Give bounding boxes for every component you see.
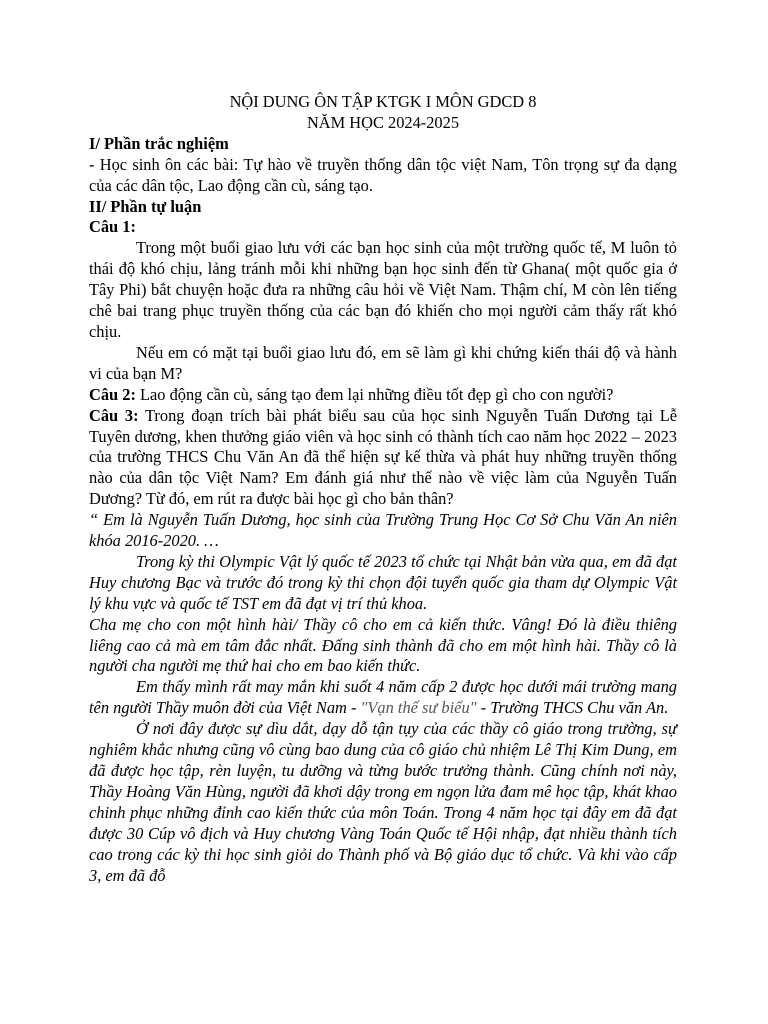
document-page bbox=[89, 92, 677, 886]
question-1-scenario: Trong một buổi giao lưu với các bạn học sinh của một trường quốc tế, M luôn tỏ thái độ khó chịu, lảng tránh mỗi khi những bạn học sinh đến từ Ghana( một quốc gia ở Tây Phi) bắt chuyện hoặc đưa ra những câu hỏi về Việt Nam. Thậm chí, M còn lên tiếng chê bai trang phục truyền thống của các bạn đó khiến cho mọi người cảm thấy rất khó chịu. bbox=[89, 238, 677, 341]
quote-paragraph-3-a: Em thấy mình rất may mắn khi suốt 4 năm cấp 2 được học dưới mái trường mang tên người Thầy muôn đời của Việt Nam - bbox=[89, 677, 677, 718]
question-1-prompt: Nếu em có mặt tại buổi giao lưu đó, em sẽ làm gì khi chứng kiến thái độ và hành vi của bạn M? bbox=[89, 342, 677, 383]
question-2-label: Câu 2: bbox=[89, 384, 136, 404]
section-1-heading: I/ Phần trắc nghiệm bbox=[89, 133, 229, 153]
question-3 bbox=[89, 406, 677, 511]
question-1-label: Câu 1: bbox=[89, 217, 136, 237]
quote-opening: “ Em là Nguyễn Tuấn Dương, học sinh của Trường Trung Học Cơ Sở Chu Văn An niên khóa 2016-2020. … bbox=[89, 510, 677, 551]
question-2 bbox=[89, 385, 677, 406]
question-3-label: Câu 3: bbox=[89, 405, 139, 425]
school-year: NĂM HỌC 2024-2025 bbox=[306, 112, 460, 132]
document-title: NỘI DUNG ÔN TẬP KTGK I MÔN GDCD 8 bbox=[229, 92, 537, 111]
quote-paragraph-3-c: - Trường THCS Chu văn An. bbox=[476, 698, 669, 718]
question-2-text: Lao động cần cù, sáng tạo đem lại những điều tốt đẹp gì cho con người? bbox=[135, 384, 614, 404]
section-1-text: - Học sinh ôn các bài: Tự hào về truyền thống dân tộc việt Nam, Tôn trọng sự đa dạng của các dân tộc, Lao động cần cù, sáng tạo. bbox=[89, 154, 677, 195]
quote-paragraph-4: Ở nơi đây được sự dìu dắt, dạy dỗ tận tụy của các thầy cô giáo trong trường, sự nghiêm khắc nhưng cũng vô cùng bao dung của cô giáo chủ nhiệm Lê Thị Kim Dung, em đã được học tập, rèn luyện, tu dưỡng và từng bước trưởng thành. Cũng chính nơi này, Thầy Hoàng Văn Hùng, người đã khơi dậy trong em ngọn lửa đam mê học tập, khát khao chinh phục những đỉnh cao kiến thức của môn Toán. Trong 4 năm học tại đây em đã đạt được 30 Cúp vô địch và Huy chương Vàng Toán Quốc tế Hội nhập, đạt nhiều thành tích cao trong các kỳ thi học sinh giỏi do Thành phố và Bộ giáo dục tổ chức. Và khi vào cấp 3, em đã đỗ bbox=[89, 719, 677, 885]
question-3-text: Trong đoạn trích bài phát biểu sau của học sinh Nguyễn Tuấn Dương tại Lễ Tuyên dương, khen thưởng giáo viên và học sinh có thành tích cao năm học 2022 – 2023 của trường THCS Chu Văn An đã thể hiện sự kế thừa và phát huy những truyền thống nào của dân tộc Việt Nam? Em đánh giá như thế nào về việc làm của Nguyễn Tuấn Dương? Từ đó, em rút ra được bài học gì cho bản thân? bbox=[89, 405, 677, 509]
quote-van-the-su-bieu: "Vạn thế sư biểu" bbox=[360, 698, 477, 718]
section-2-heading: II/ Phần tự luận bbox=[89, 196, 202, 216]
quote-paragraph-3 bbox=[89, 677, 677, 719]
quote-paragraph-1: Trong kỳ thi Olympic Vật lý quốc tế 2023 tổ chức tại Nhật bản vừa qua, em đã đạt Huy chương Bạc và trước đó trong kỳ thi chọn đội tuyển quốc gia tham dự Olympic Vật lý khu vực và quốc tế TST em đã đạt vị trí thủ khoa. bbox=[89, 551, 677, 613]
quote-paragraph-2: Cha mẹ cho con một hình hài/ Thầy cô cho em cả kiến thức. Vâng! Đó là điều thiêng liêng cao cả mà em tâm đắc nhất. Đấng sinh thành đã cho em một hình hài. Thầy cô là người cha người mẹ thứ hai cho em bao kiến thức. bbox=[89, 614, 677, 676]
